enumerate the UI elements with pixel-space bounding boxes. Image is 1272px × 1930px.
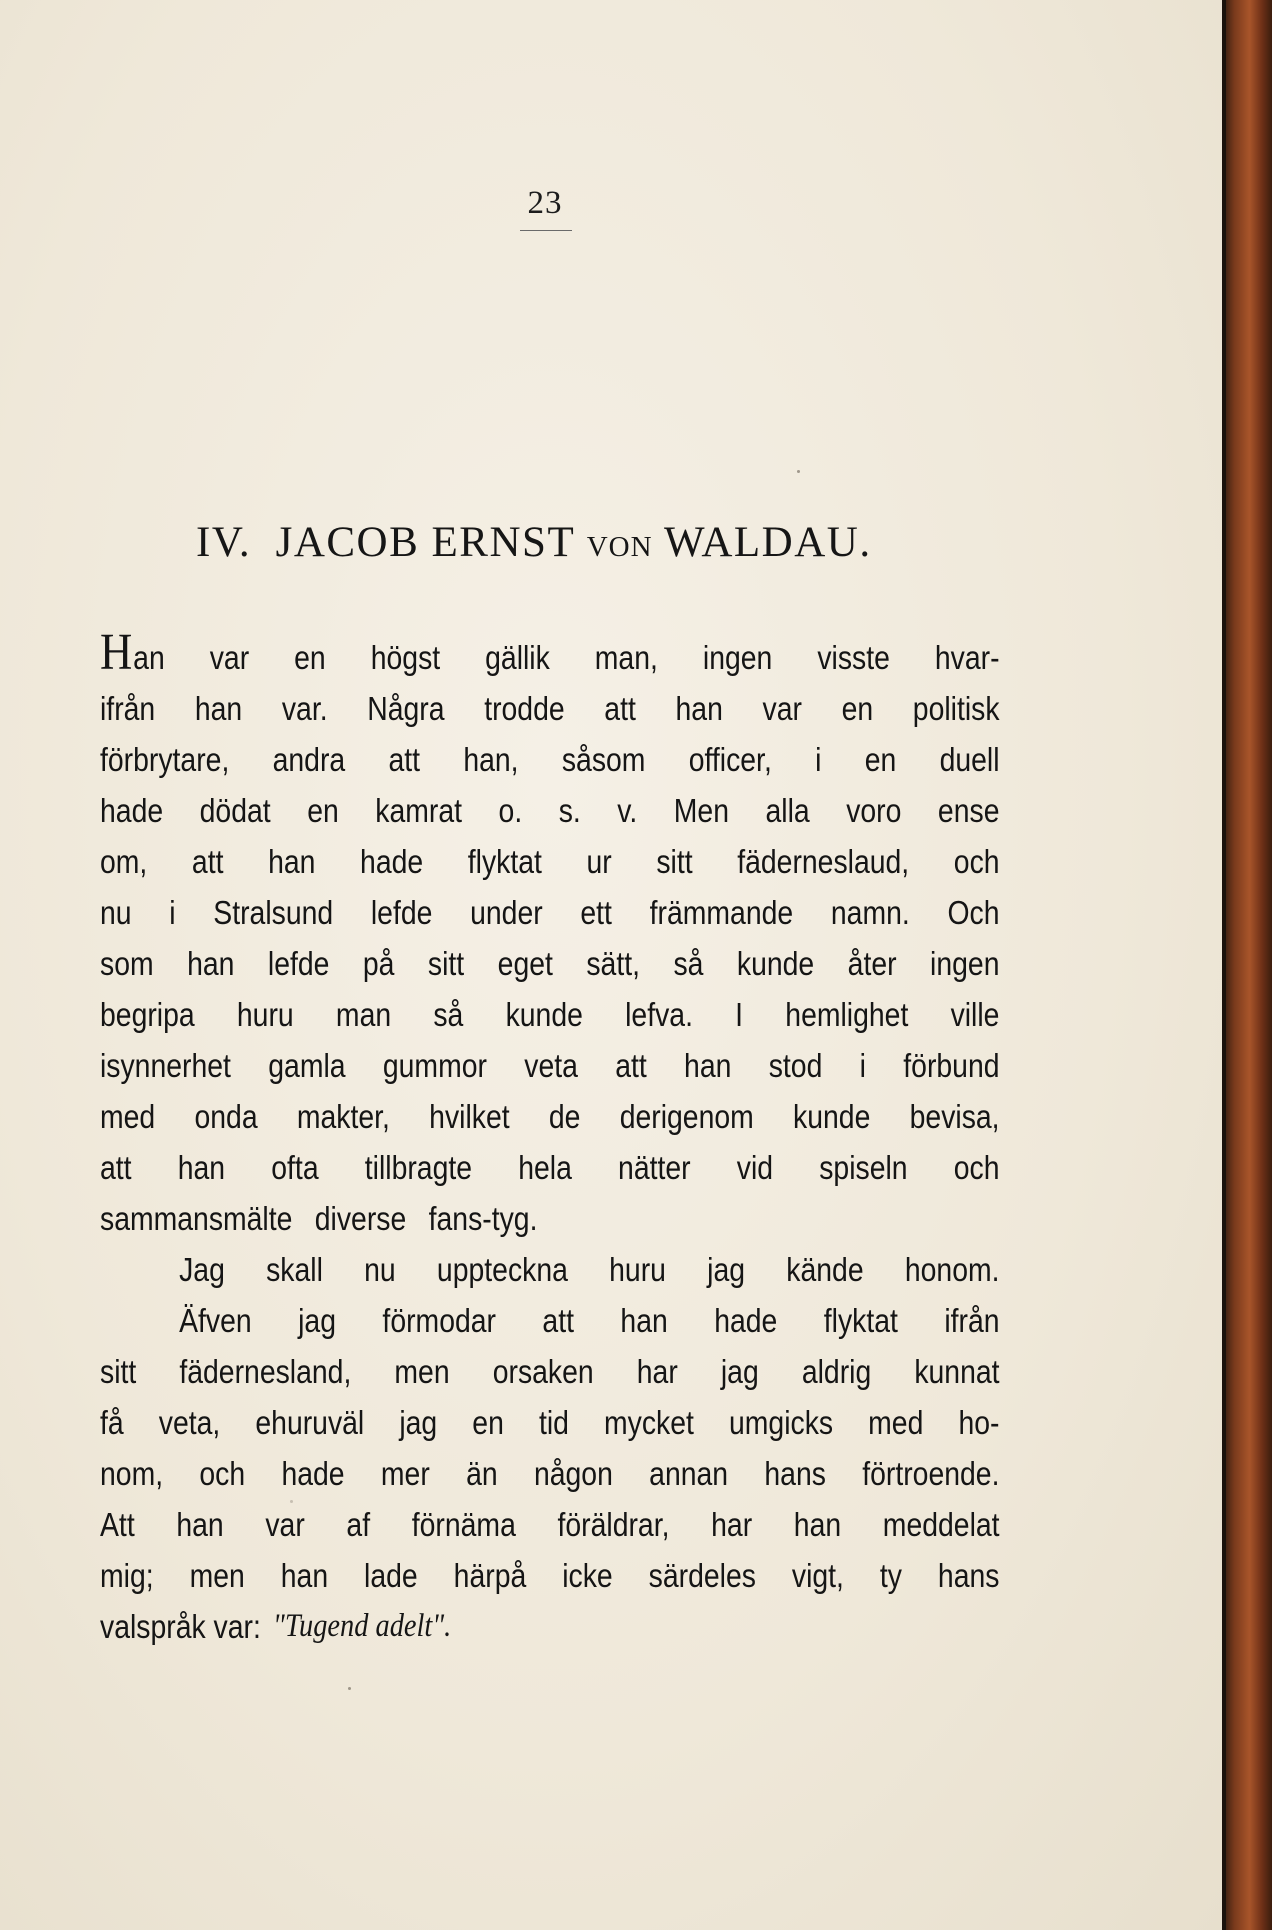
word: han: [675, 690, 723, 727]
word: sitt: [427, 945, 465, 982]
word: han: [176, 1506, 224, 1543]
word: sitt: [656, 843, 693, 880]
word: man,: [594, 639, 658, 676]
word: ense: [937, 792, 1000, 829]
word: förbund: [903, 1047, 1000, 1084]
word: kunde: [505, 996, 583, 1033]
word: kamrat: [375, 792, 463, 829]
word: lade: [364, 1557, 418, 1594]
drop-cap: H: [100, 624, 133, 681]
word: ehuruväl: [255, 1404, 365, 1441]
word: Äfven: [179, 1302, 252, 1339]
word: hans: [764, 1455, 826, 1492]
word: icke: [562, 1557, 613, 1594]
word: förnäma: [411, 1506, 516, 1543]
word: ifrån: [944, 1302, 1000, 1339]
word: mer: [380, 1455, 430, 1492]
word: alla: [765, 792, 810, 829]
word: en: [307, 792, 339, 829]
word: s.: [558, 792, 581, 829]
word: jag: [298, 1302, 337, 1339]
word: förbrytare,: [100, 741, 230, 778]
word: kände: [786, 1251, 864, 1288]
word: lefde: [267, 945, 330, 982]
word: någon: [533, 1455, 613, 1492]
word: var: [209, 639, 250, 676]
word: han,: [463, 741, 519, 778]
word: jag: [707, 1251, 746, 1288]
text-line: [100, 1091, 1000, 1142]
word: hela: [518, 1149, 572, 1186]
word: visste: [817, 639, 890, 676]
text-line: [100, 1295, 1000, 1346]
word: förmodar: [382, 1302, 497, 1339]
word: gummor: [382, 1047, 487, 1084]
word: veta: [524, 1047, 578, 1084]
word: en: [472, 1404, 504, 1441]
word: Några: [367, 690, 445, 727]
word: han: [280, 1557, 329, 1594]
word: kunnat: [914, 1353, 1000, 1390]
text-line: [100, 1550, 1000, 1601]
word: nom,: [100, 1455, 164, 1492]
word: eget: [497, 945, 553, 982]
word: med: [100, 1098, 156, 1135]
word: ingen: [702, 639, 773, 676]
word: en: [864, 741, 897, 778]
word: stod: [768, 1047, 823, 1084]
word: trodde: [484, 690, 565, 727]
word: tillbragte: [364, 1149, 473, 1186]
chapter-heading: [196, 518, 916, 567]
word: fäderneslaud,: [737, 843, 910, 880]
word: Att: [100, 1506, 135, 1543]
word: Jag: [179, 1251, 225, 1288]
word: på: [362, 945, 395, 982]
word: hemlighet: [785, 996, 909, 1033]
word: i: [859, 1047, 866, 1084]
word: särdeles: [648, 1557, 756, 1594]
word: hade: [100, 792, 164, 829]
word: var: [265, 1506, 305, 1543]
word: voro: [846, 792, 902, 829]
word: dödat: [199, 792, 271, 829]
text-line: [100, 1499, 1000, 1550]
word: föräldrar,: [557, 1506, 670, 1543]
word: kunde: [736, 945, 815, 982]
word: hvar-: [934, 639, 1000, 676]
word: andra: [272, 741, 346, 778]
word: att: [191, 843, 224, 880]
word: så: [673, 945, 704, 982]
word: främmande: [649, 894, 794, 931]
word: uppteckna: [436, 1251, 568, 1288]
word: i: [169, 894, 176, 931]
word: aldrig: [801, 1353, 872, 1390]
word: om,: [100, 843, 148, 880]
word: så: [433, 996, 464, 1033]
text-line: [100, 836, 1000, 887]
word: mycket: [604, 1404, 694, 1441]
word: i: [815, 741, 822, 778]
word: begripa: [100, 996, 195, 1033]
word: sammansmälte: [100, 1200, 293, 1237]
chapter-name-first: JACOB ERNST: [275, 519, 575, 566]
word: vid: [736, 1149, 774, 1186]
word: meddelat: [882, 1506, 1000, 1543]
text-line: [100, 887, 1000, 938]
last-line-lead: valspråk var:: [100, 1608, 261, 1645]
word: af: [346, 1506, 371, 1543]
word: han: [620, 1302, 668, 1339]
word: v.: [617, 792, 638, 829]
word: umgicks: [728, 1404, 834, 1441]
word: nu: [100, 894, 132, 931]
text-line: [100, 1193, 1000, 1244]
word: Han: [100, 624, 165, 681]
word: han: [684, 1047, 732, 1084]
word: o.: [498, 792, 523, 829]
word: tid: [538, 1404, 569, 1441]
word: fädernesland,: [179, 1353, 352, 1390]
text-line: [100, 1142, 1000, 1193]
text-line: [100, 989, 1000, 1040]
word: att: [388, 741, 421, 778]
word: honom.: [904, 1251, 1000, 1288]
paper-speck: [290, 1500, 293, 1503]
word: diverse: [314, 1200, 407, 1237]
word: derigenom: [619, 1098, 754, 1135]
word: han: [187, 945, 235, 982]
paper-speck: [348, 1687, 351, 1690]
word: härpå: [453, 1557, 527, 1594]
word: vigt,: [791, 1557, 844, 1594]
word: Och: [947, 894, 1000, 931]
word: duell: [939, 741, 1000, 778]
word: gällik: [485, 639, 550, 676]
word: som: [100, 945, 154, 982]
word: men: [189, 1557, 245, 1594]
word: Men: [673, 792, 730, 829]
word: hvilket: [429, 1098, 510, 1135]
word: har: [711, 1506, 753, 1543]
text-line: [100, 785, 1000, 836]
word: ett: [580, 894, 612, 931]
word: huru: [609, 1251, 666, 1288]
word: I: [735, 996, 744, 1033]
word: hade: [281, 1455, 345, 1492]
word: officer,: [688, 741, 772, 778]
text-line: [100, 938, 1000, 989]
word: han: [793, 1506, 842, 1543]
word: skall: [266, 1251, 323, 1288]
book-spine-edge: [1222, 0, 1272, 1930]
text-line: [100, 1448, 1000, 1499]
word: fans-tyg.: [428, 1200, 538, 1237]
text-line: [100, 1346, 1000, 1397]
word: att: [615, 1047, 647, 1084]
word: bevisa,: [909, 1098, 1000, 1135]
word: lefde: [370, 894, 433, 931]
word: och: [953, 1149, 1000, 1186]
word: veta,: [158, 1404, 221, 1441]
word: Stralsund: [213, 894, 334, 931]
page-number: 23: [527, 185, 563, 221]
word: förtroende.: [862, 1455, 1000, 1492]
word: under: [470, 894, 543, 931]
text-line: [100, 734, 1000, 785]
word: spiseln: [819, 1149, 908, 1186]
text-line: [100, 1040, 1000, 1091]
word: flyktat: [467, 843, 542, 880]
word: orsaken: [492, 1353, 594, 1390]
word: åter: [847, 945, 897, 982]
word: kunde: [793, 1098, 871, 1135]
word: mig;: [100, 1557, 154, 1594]
word: ty: [879, 1557, 902, 1594]
word: få: [100, 1404, 124, 1441]
word: en: [841, 690, 874, 727]
word: sitt: [100, 1353, 137, 1390]
word: hade: [714, 1302, 778, 1339]
word: såsom: [561, 741, 646, 778]
word: med: [868, 1404, 924, 1441]
word: makter,: [296, 1098, 390, 1135]
word: att: [100, 1149, 132, 1186]
word: sätt,: [586, 945, 640, 982]
word: onda: [194, 1098, 258, 1135]
word: ifrån: [100, 690, 156, 727]
word: nätter: [618, 1149, 691, 1186]
paper-speck: [797, 470, 800, 473]
word: de: [548, 1098, 581, 1135]
chapter-numeral: IV.: [196, 519, 252, 566]
word: man: [335, 996, 392, 1033]
word: ville: [950, 996, 1000, 1033]
word: isynnerhet: [100, 1047, 231, 1084]
word: lefva.: [625, 996, 693, 1033]
text-line: [100, 683, 1000, 734]
body-text: [100, 624, 1000, 1652]
word: namn.: [830, 894, 910, 931]
page-number-rule: [520, 230, 572, 231]
word: än: [466, 1455, 498, 1492]
word: han: [194, 690, 243, 727]
word: högst: [370, 639, 441, 676]
word: ur: [586, 843, 612, 880]
word: han: [268, 843, 316, 880]
text-line: [100, 1601, 1000, 1652]
word: flyktat: [823, 1302, 898, 1339]
motto-quote: "Tugend adelt".: [272, 1608, 452, 1644]
word: och: [199, 1455, 246, 1492]
word: jag: [399, 1404, 438, 1441]
word: huru: [236, 996, 294, 1033]
word: har: [636, 1353, 678, 1390]
text-line: [100, 1397, 1000, 1448]
word: nu: [364, 1251, 396, 1288]
word: han: [177, 1149, 226, 1186]
bleed-through-texture: [100, 270, 1020, 317]
word: var: [762, 690, 802, 727]
word: politisk: [912, 690, 1000, 727]
word: och: [953, 843, 1000, 880]
word: att: [604, 690, 636, 727]
word: ofta: [271, 1149, 319, 1186]
word: ingen: [930, 945, 1000, 982]
text-line: [100, 1244, 1000, 1295]
word: men: [394, 1353, 450, 1390]
word: annan: [649, 1455, 729, 1492]
text-line: [100, 624, 1000, 683]
word: en: [294, 639, 326, 676]
word: hans: [937, 1557, 1000, 1594]
word: var.: [281, 690, 328, 727]
word: att: [542, 1302, 574, 1339]
word: jag: [720, 1353, 759, 1390]
word: hade: [360, 843, 424, 880]
word: gamla: [268, 1047, 346, 1084]
chapter-name-last: WALDAU.: [664, 519, 872, 566]
chapter-particle: VON: [586, 531, 653, 563]
word: ho-: [958, 1404, 1000, 1441]
